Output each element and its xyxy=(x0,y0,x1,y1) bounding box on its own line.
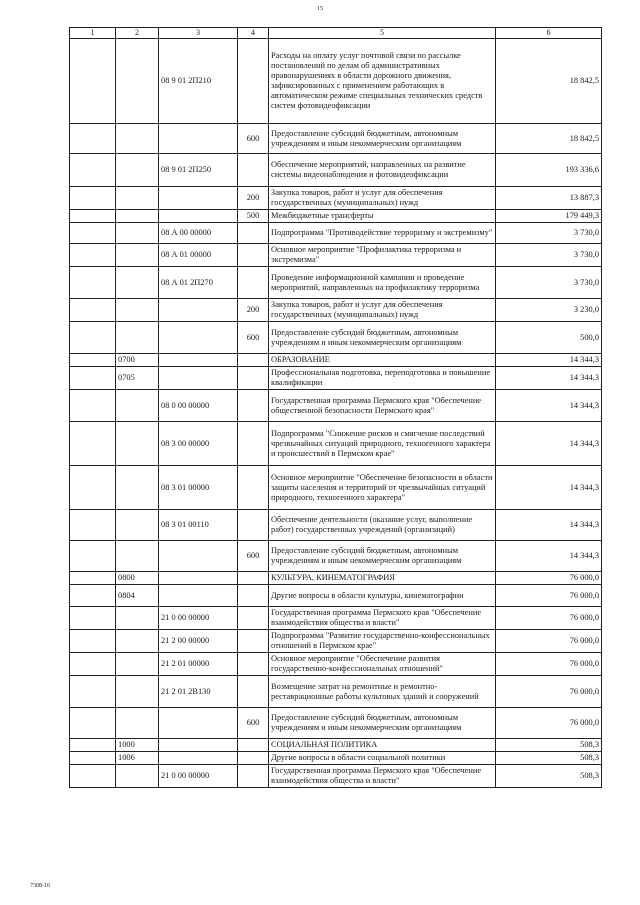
target-article-cell: 08 3 01 00000 xyxy=(159,466,238,510)
section-code-cell xyxy=(116,466,159,510)
section-code-cell xyxy=(116,708,159,739)
target-article-cell xyxy=(159,299,238,322)
description-cell: Другие вопросы в области культуры, кинематографии xyxy=(269,585,496,607)
amount-cell: 193 336,6 xyxy=(496,154,602,187)
expense-type-cell xyxy=(238,223,269,244)
expense-type-cell xyxy=(238,510,269,541)
expense-type-cell xyxy=(238,572,269,585)
amount-cell: 14 344,3 xyxy=(496,354,602,367)
expense-type-cell xyxy=(238,422,269,466)
description-cell: Обеспечение мероприятий, направленных на развитие системы видеонаблюдения и фотовидеофиксации xyxy=(269,154,496,187)
section-code-cell xyxy=(116,322,159,354)
amount-cell: 14 344,3 xyxy=(496,390,602,422)
table-row xyxy=(70,739,602,752)
budget-table xyxy=(69,27,602,788)
amount-cell: 76 000,0 xyxy=(496,572,602,585)
expense-type-cell: 600 xyxy=(238,124,269,154)
expense-type-cell xyxy=(238,630,269,653)
row-index-cell xyxy=(70,390,116,422)
description-cell: Государственная программа Пермского края "Обеспечение общественной безопасности Пермского края" xyxy=(269,390,496,422)
target-article-cell xyxy=(159,708,238,739)
row-index-cell xyxy=(70,367,116,390)
amount-cell: 3 730,0 xyxy=(496,267,602,299)
row-index-cell xyxy=(70,422,116,466)
table-row xyxy=(70,39,602,124)
document-code: 7308-16 xyxy=(30,883,50,889)
section-code-cell xyxy=(116,299,159,322)
expense-type-cell: 600 xyxy=(238,322,269,354)
expense-type-cell xyxy=(238,607,269,630)
table-row xyxy=(70,367,602,390)
table-row xyxy=(70,210,602,223)
row-index-cell xyxy=(70,541,116,572)
section-code-cell xyxy=(116,541,159,572)
expense-type-cell xyxy=(238,267,269,299)
target-article-cell xyxy=(159,572,238,585)
row-index-cell xyxy=(70,299,116,322)
table-row xyxy=(70,244,602,267)
expense-type-cell: 500 xyxy=(238,210,269,223)
header-cell: 1 xyxy=(70,28,116,39)
description-cell: Государственная программа Пермского края "Обеспечение взаимодействия общества и власти" xyxy=(269,765,496,788)
target-article-cell: 08 А 00 00000 xyxy=(159,223,238,244)
target-article-cell: 08 А 01 00000 xyxy=(159,244,238,267)
amount-cell: 76 000,0 xyxy=(496,630,602,653)
row-index-cell xyxy=(70,354,116,367)
expense-type-cell xyxy=(238,390,269,422)
section-code-cell xyxy=(116,267,159,299)
amount-cell: 508,3 xyxy=(496,765,602,788)
table-row xyxy=(70,630,602,653)
table-row xyxy=(70,187,602,210)
target-article-cell: 21 2 00 00000 xyxy=(159,630,238,653)
row-index-cell xyxy=(70,752,116,765)
amount-cell: 3 730,0 xyxy=(496,244,602,267)
row-index-cell xyxy=(70,630,116,653)
description-cell: Закупка товаров, работ и услуг для обеспечения государственных (муниципальных) нужд xyxy=(269,299,496,322)
target-article-cell: 08 3 01 00110 xyxy=(159,510,238,541)
table-row xyxy=(70,124,602,154)
target-article-cell xyxy=(159,210,238,223)
amount-cell: 3 230,0 xyxy=(496,299,602,322)
header-cell: 6 xyxy=(496,28,602,39)
expense-type-cell: 200 xyxy=(238,299,269,322)
description-cell: Обеспечение деятельности (оказание услуг, выполнение работ) государственных учреждений (организаций) xyxy=(269,510,496,541)
section-code-cell: 1006 xyxy=(116,752,159,765)
target-article-cell: 08 А 01 2П270 xyxy=(159,267,238,299)
table-row xyxy=(70,422,602,466)
amount-cell: 179 449,3 xyxy=(496,210,602,223)
description-cell: Подпрограмма "Снижение рисков и смягчение последствий чрезвычайных ситуаций природного, техногенного характера и происшествий в Пермском крае" xyxy=(269,422,496,466)
description-cell: Межбюджетные трансферты xyxy=(269,210,496,223)
amount-cell: 14 344,3 xyxy=(496,541,602,572)
target-article-cell: 21 0 00 00000 xyxy=(159,607,238,630)
row-index-cell xyxy=(70,322,116,354)
target-article-cell: 08 9 01 2П250 xyxy=(159,154,238,187)
target-article-cell xyxy=(159,752,238,765)
table-row xyxy=(70,607,602,630)
target-article-cell xyxy=(159,354,238,367)
row-index-cell xyxy=(70,510,116,541)
description-cell: Проведение информационной кампании и проведение мероприятий, направленных на профилактику терроризма xyxy=(269,267,496,299)
amount-cell: 13 887,3 xyxy=(496,187,602,210)
description-cell: Расходы на оплату услуг почтовой связи по рассылке постановлений по делам об административных правонарушениях в области дорожного движения, зафиксированных с применением работающих в автоматическом режиме специальных технических средств систем фотовидеофиксации xyxy=(269,39,496,124)
row-index-cell xyxy=(70,708,116,739)
section-code-cell: 1000 xyxy=(116,739,159,752)
section-code-cell xyxy=(116,154,159,187)
row-index-cell xyxy=(70,124,116,154)
table-row xyxy=(70,510,602,541)
row-index-cell xyxy=(70,39,116,124)
row-index-cell xyxy=(70,267,116,299)
expense-type-cell xyxy=(238,676,269,708)
table-row xyxy=(70,354,602,367)
description-cell: Предоставление субсидий бюджетным, автономным учреждениям и иным некоммерческим организациям xyxy=(269,322,496,354)
description-cell: Предоставление субсидий бюджетным, автономным учреждениям и иным некоммерческим организациям xyxy=(269,124,496,154)
description-cell: Возмещение затрат на ремонтные и ремонтно-реставрационные работы культовых зданий и сооружений xyxy=(269,676,496,708)
row-index-cell xyxy=(70,676,116,708)
table-row xyxy=(70,299,602,322)
section-code-cell: 0700 xyxy=(116,354,159,367)
section-code-cell xyxy=(116,244,159,267)
table-row xyxy=(70,390,602,422)
row-index-cell xyxy=(70,210,116,223)
expense-type-cell xyxy=(238,354,269,367)
amount-cell: 3 730,0 xyxy=(496,223,602,244)
section-code-cell xyxy=(116,676,159,708)
expense-type-cell: 600 xyxy=(238,541,269,572)
header-cell: 3 xyxy=(159,28,238,39)
description-cell: Подпрограмма "Противодействие терроризму и экстремизму" xyxy=(269,223,496,244)
row-index-cell xyxy=(70,572,116,585)
table-row xyxy=(70,653,602,676)
target-article-cell xyxy=(159,585,238,607)
table-row xyxy=(70,765,602,788)
amount-cell: 500,0 xyxy=(496,322,602,354)
section-code-cell xyxy=(116,607,159,630)
amount-cell: 18 842,5 xyxy=(496,124,602,154)
target-article-cell xyxy=(159,187,238,210)
target-article-cell: 08 0 00 00000 xyxy=(159,390,238,422)
expense-type-cell xyxy=(238,752,269,765)
section-code-cell xyxy=(116,187,159,210)
expense-type-cell: 600 xyxy=(238,708,269,739)
row-index-cell xyxy=(70,466,116,510)
row-index-cell xyxy=(70,585,116,607)
section-code-cell xyxy=(116,653,159,676)
description-cell: Профессиональная подготовка, переподготовка и повышение квалификации xyxy=(269,367,496,390)
amount-cell: 508,3 xyxy=(496,752,602,765)
table-row xyxy=(70,154,602,187)
amount-cell: 76 000,0 xyxy=(496,607,602,630)
section-code-cell xyxy=(116,223,159,244)
description-cell: Основное мероприятие "Обеспечение безопасности в области защиты населения и территорий от чрезвычайных ситуаций природного, техногенного характера" xyxy=(269,466,496,510)
section-code-cell xyxy=(116,630,159,653)
expense-type-cell xyxy=(238,585,269,607)
description-cell: Подпрограмма "Развитие государственно-конфессиональных отношений в Пермском крае" xyxy=(269,630,496,653)
amount-cell: 18 842,5 xyxy=(496,39,602,124)
row-index-cell xyxy=(70,653,116,676)
target-article-cell xyxy=(159,124,238,154)
expense-type-cell xyxy=(238,653,269,676)
section-code-cell xyxy=(116,765,159,788)
amount-cell: 14 344,3 xyxy=(496,367,602,390)
target-article-cell: 08 9 01 2П210 xyxy=(159,39,238,124)
section-code-cell xyxy=(116,390,159,422)
amount-cell: 508,3 xyxy=(496,739,602,752)
section-code-cell xyxy=(116,39,159,124)
description-cell: Государственная программа Пермского края "Обеспечение взаимодействия общества и власти" xyxy=(269,607,496,630)
table-row xyxy=(70,708,602,739)
table-row xyxy=(70,541,602,572)
table-header-row xyxy=(70,28,602,39)
expense-type-cell xyxy=(238,367,269,390)
expense-type-cell xyxy=(238,154,269,187)
row-index-cell xyxy=(70,154,116,187)
header-cell: 5 xyxy=(269,28,496,39)
description-cell: Другие вопросы в области социальной политики xyxy=(269,752,496,765)
expense-type-cell xyxy=(238,739,269,752)
target-article-cell xyxy=(159,322,238,354)
page-number: 15 xyxy=(317,6,323,12)
target-article-cell xyxy=(159,739,238,752)
table-row xyxy=(70,466,602,510)
header-cell: 4 xyxy=(238,28,269,39)
description-cell: Основное мероприятие "Профилактика терроризма и экстремизма" xyxy=(269,244,496,267)
expense-type-cell xyxy=(238,244,269,267)
description-cell: СОЦИАЛЬНАЯ ПОЛИТИКА xyxy=(269,739,496,752)
description-cell: Закупка товаров, работ и услуг для обеспечения государственных (муниципальных) нужд xyxy=(269,187,496,210)
amount-cell: 14 344,3 xyxy=(496,422,602,466)
amount-cell: 14 344,3 xyxy=(496,466,602,510)
row-index-cell xyxy=(70,739,116,752)
amount-cell: 76 000,0 xyxy=(496,708,602,739)
section-code-cell xyxy=(116,510,159,541)
section-code-cell xyxy=(116,210,159,223)
row-index-cell xyxy=(70,607,116,630)
amount-cell: 76 000,0 xyxy=(496,676,602,708)
expense-type-cell xyxy=(238,466,269,510)
target-article-cell: 21 2 01 00000 xyxy=(159,653,238,676)
description-cell: КУЛЬТУРА, КИНЕМАТОГРАФИЯ xyxy=(269,572,496,585)
table-row xyxy=(70,676,602,708)
description-cell: Предоставление субсидий бюджетным, автономным учреждениям и иным некоммерческим организациям xyxy=(269,708,496,739)
target-article-cell: 08 3 00 00000 xyxy=(159,422,238,466)
expense-type-cell xyxy=(238,39,269,124)
target-article-cell: 21 2 01 2В130 xyxy=(159,676,238,708)
table-row xyxy=(70,223,602,244)
amount-cell: 76 000,0 xyxy=(496,585,602,607)
section-code-cell: 0705 xyxy=(116,367,159,390)
expense-type-cell xyxy=(238,765,269,788)
section-code-cell xyxy=(116,422,159,466)
target-article-cell xyxy=(159,541,238,572)
row-index-cell xyxy=(70,244,116,267)
description-cell: Предоставление субсидий бюджетным, автономным учреждениям и иным некоммерческим организациям xyxy=(269,541,496,572)
row-index-cell xyxy=(70,765,116,788)
section-code-cell: 0804 xyxy=(116,585,159,607)
expense-type-cell: 200 xyxy=(238,187,269,210)
row-index-cell xyxy=(70,187,116,210)
description-cell: Основное мероприятие "Обеспечение развития государственно-конфессиональных отношений" xyxy=(269,653,496,676)
table-row xyxy=(70,322,602,354)
table-row xyxy=(70,267,602,299)
target-article-cell xyxy=(159,367,238,390)
row-index-cell xyxy=(70,223,116,244)
table-row xyxy=(70,572,602,585)
amount-cell: 14 344,3 xyxy=(496,510,602,541)
section-code-cell: 0800 xyxy=(116,572,159,585)
target-article-cell: 21 0 00 00000 xyxy=(159,765,238,788)
header-cell: 2 xyxy=(116,28,159,39)
section-code-cell xyxy=(116,124,159,154)
description-cell: ОБРАЗОВАНИЕ xyxy=(269,354,496,367)
table-row xyxy=(70,585,602,607)
amount-cell: 76 000,0 xyxy=(496,653,602,676)
table-row xyxy=(70,752,602,765)
